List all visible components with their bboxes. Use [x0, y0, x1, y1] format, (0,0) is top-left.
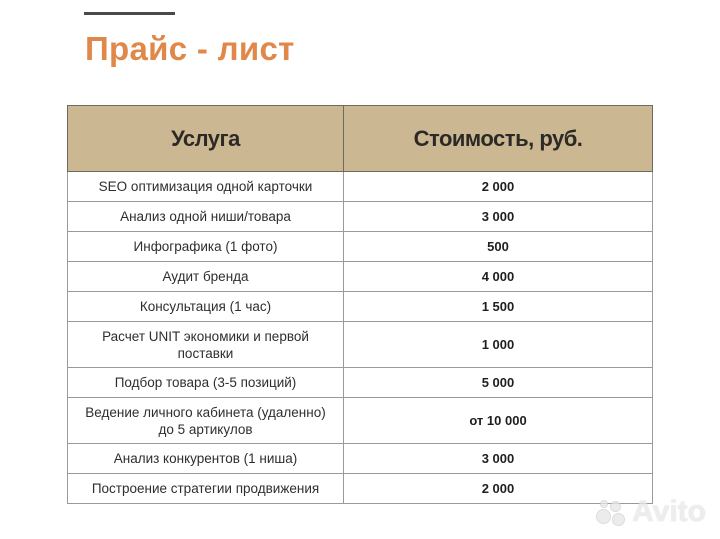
header-row — [68, 106, 653, 172]
table-row — [68, 232, 653, 262]
price-cell: 1 000 — [344, 322, 653, 368]
service-cell: Расчет UNIT экономики и первой поставки — [68, 322, 344, 368]
price-cell: 4 000 — [344, 262, 653, 292]
service-cell: Анализ одной ниши/товара — [68, 202, 344, 232]
service-cell: Консультация (1 час) — [68, 292, 344, 322]
service-cell: SEO оптимизация одной карточки — [68, 172, 344, 202]
service-cell: Аудит бренда — [68, 262, 344, 292]
service-cell: Ведение личного кабинета (удаленно) до 5 артикулов — [68, 398, 344, 444]
table-row — [68, 474, 653, 504]
table-row — [68, 368, 653, 398]
table-row — [68, 262, 653, 292]
table-row — [68, 202, 653, 232]
price-cell: 500 — [344, 232, 653, 262]
service-cell: Инфографика (1 фото) — [68, 232, 344, 262]
table-row — [68, 292, 653, 322]
price-cell: 5 000 — [344, 368, 653, 398]
price-table — [67, 105, 653, 504]
price-cell: 2 000 — [344, 172, 653, 202]
table-row — [68, 172, 653, 202]
price-cell: 3 000 — [344, 202, 653, 232]
avito-watermark — [596, 495, 706, 529]
header-service: Услуга — [68, 106, 344, 172]
avito-watermark-text: Avito — [632, 495, 706, 528]
page-title: Прайс - лист — [85, 30, 295, 67]
header-price: Стоимость, руб. — [344, 106, 653, 172]
service-cell: Построение стратегии продвижения — [68, 474, 344, 504]
table-row — [68, 444, 653, 474]
price-cell: 2 000 — [344, 474, 653, 504]
table-row — [68, 322, 653, 368]
table-row — [68, 398, 653, 444]
avito-logo-icon — [596, 499, 626, 525]
service-cell: Анализ конкурентов (1 ниша) — [68, 444, 344, 474]
price-cell: 1 500 — [344, 292, 653, 322]
service-cell: Подбор товара (3-5 позиций) — [68, 368, 344, 398]
price-cell: от 10 000 — [344, 398, 653, 444]
top-divider — [84, 12, 175, 15]
price-cell: 3 000 — [344, 444, 653, 474]
